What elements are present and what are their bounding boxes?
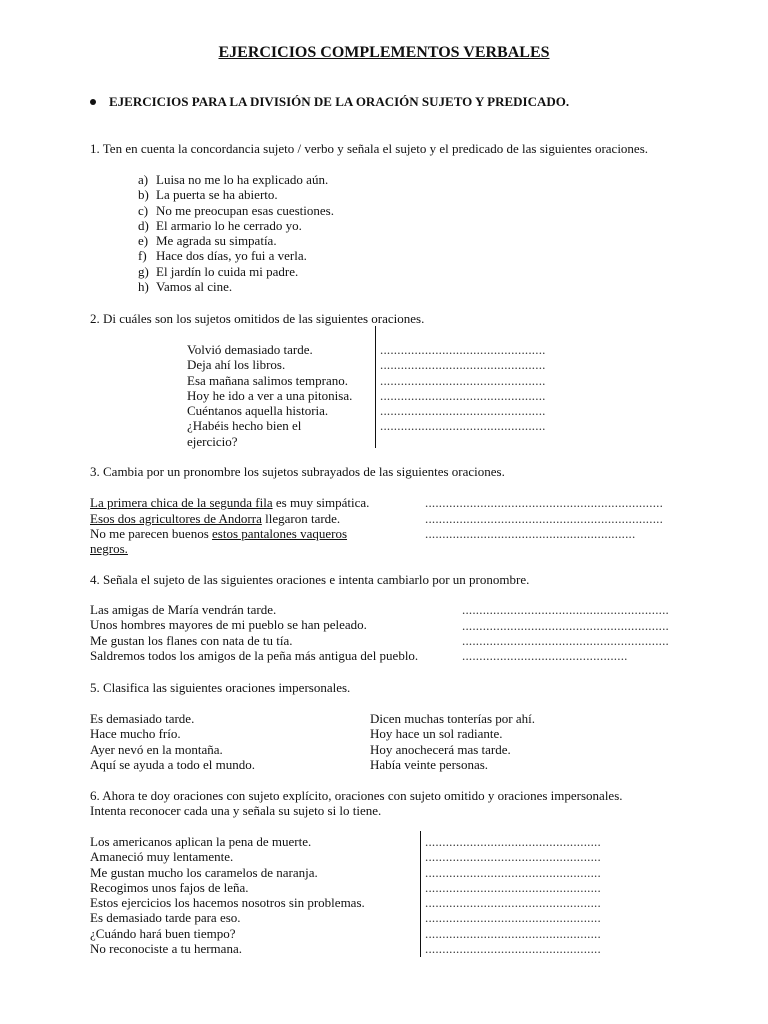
list-item: ¿Habéis hecho bien el [187, 418, 302, 434]
answer-blank[interactable]: ............................................................ [462, 633, 669, 648]
list-item: No reconociste a tu hermana. [90, 941, 242, 957]
sentence: Esos dos agricultores de Andorra llegaron tarde. [90, 511, 341, 526]
underlined-subject: Esos dos agricultores de Andorra [90, 511, 262, 526]
question-5-right-list [370, 711, 535, 772]
list-item: Deja ahí los libros. [187, 357, 286, 373]
list-item: Hoy hace un sol radiante. [370, 726, 503, 742]
list-item: Hoy he ido a ver a una pitonisa. [187, 387, 353, 403]
list-item: Volvió demasiado tarde. [187, 342, 313, 357]
answer-blank[interactable]: ..................................................................... [425, 511, 664, 526]
list-item: Los americanos aplican la pena de muerte. [90, 834, 312, 849]
section-heading [90, 94, 569, 109]
question-3: 3. Cambia por un pronombre los sujetos subrayados de las siguientes oraciones. [90, 464, 505, 479]
question-2: 2. Di cuáles son los sujetos omitidos de las siguientes oraciones. [90, 311, 425, 326]
answer-blank[interactable]: ................................................... [425, 910, 601, 926]
question-4: 4. Señala el sujeto de las siguientes oraciones e intenta cambiarlo por un pronombre. [90, 572, 530, 587]
list-item: c) No me preocupan esas cuestiones. [138, 202, 334, 218]
answer-blanks[interactable] [380, 342, 546, 434]
list-item: Dicen muchas tonterías por ahí. [370, 711, 535, 726]
answer-blank[interactable]: ................................................... [425, 834, 601, 849]
list-item: Saldremos todos los amigos de la peña más antigua del pueblo. [90, 647, 419, 663]
answer-blank[interactable]: ..................................................................... [425, 495, 664, 510]
question-4-list [90, 602, 418, 663]
question-1: 1. Ten en cuenta la concordancia sujeto / verbo y señala el sujeto y el predicado de las siguientes oraciones. [90, 141, 649, 156]
answer-blank[interactable]: ................................................... [425, 895, 601, 911]
question-1-list [138, 172, 334, 294]
section-heading-text: EJERCICIOS PARA LA DIVISIÓN DE LA ORACIÓN SUJETO Y PREDICADO. [109, 94, 570, 109]
divider-line [375, 326, 376, 448]
sentence: La primera chica de la segunda fila es muy simpática. [90, 495, 370, 510]
list-item: d) El armario lo he cerrado yo. [138, 217, 302, 233]
list-item: Es demasiado tarde para eso. [90, 910, 241, 926]
list-item: f) Hace dos días, yo fui a verla. [138, 248, 307, 264]
bullet-icon [90, 99, 96, 105]
list-item: a) Luisa no me lo ha explicado aún. [138, 172, 329, 187]
list-item: Ayer nevó en la montaña. [90, 741, 223, 757]
question-6: 6. Ahora te doy oraciones con sujeto explícito, oraciones con sujeto omitido y oraciones impersonales. [90, 788, 623, 803]
list-item: Hace mucho frío. [90, 726, 181, 742]
answer-blank[interactable]: ................................................... [425, 925, 601, 941]
question-2-list [187, 342, 352, 449]
answer-blank[interactable]: ................................................... [425, 879, 601, 895]
answer-blank[interactable]: ................................................ [380, 357, 546, 373]
list-item: Unos hombres mayores de mi pueblo se han peleado. [90, 617, 367, 633]
list-item: Estos ejercicios los hacemos nosotros sin problemas. [90, 895, 365, 911]
list-item: b) La puerta se ha abierto. [138, 187, 278, 203]
question-5-left-list [90, 711, 255, 772]
list-item: Cuéntanos aquella historia. [187, 403, 329, 419]
answer-blank[interactable]: ............................................................ [462, 602, 669, 617]
answer-blank[interactable]: ................................................... [425, 864, 601, 880]
question-6-instruction: Intenta reconocer cada una y señala su sujeto si lo tiene. [90, 803, 382, 818]
list-item: Me gustan mucho los caramelos de naranja. [90, 864, 318, 880]
question-5: 5. Clasifica las siguientes oraciones impersonales. [90, 680, 351, 695]
answer-blanks[interactable] [425, 834, 601, 956]
sentence: No me parecen buenos estos pantalones vaqueros [90, 526, 348, 541]
question-6-list [90, 834, 365, 956]
underlined-subject: negros. [90, 541, 128, 556]
list-item: h) Vamos al cine. [138, 279, 233, 295]
list-item: ¿Cuándo hará buen tiempo? [90, 925, 236, 941]
list-item: Hoy anochecerá mas tarde. [370, 741, 511, 757]
answer-blank[interactable]: ................................................... [425, 941, 601, 957]
answer-blank[interactable]: ................................................ [462, 648, 628, 663]
list-item: Las amigas de María vendrán tarde. [90, 602, 277, 617]
list-item: Amaneció muy lentamente. [90, 849, 234, 865]
list-item: Me gustan los flanes con nata de tu tía. [90, 632, 293, 648]
list-item: Aquí se ayuda a todo el mundo. [90, 756, 255, 772]
answer-blank[interactable]: ................................................ [380, 418, 546, 434]
answer-blank[interactable]: ................................................ [380, 387, 546, 403]
answer-blank[interactable]: ................................................ [380, 372, 546, 388]
answer-blank[interactable]: ................................................ [380, 342, 546, 357]
divider-line [420, 831, 421, 957]
answer-blank[interactable]: ............................................................. [425, 526, 636, 541]
underlined-subject: estos pantalones vaqueros [212, 526, 348, 541]
list-item: Esa mañana salimos temprano. [187, 372, 349, 388]
answer-blank[interactable]: ................................................ [380, 403, 546, 419]
list-item: Es demasiado tarde. [90, 711, 195, 726]
list-item: e) Me agrada su simpatía. [138, 233, 277, 249]
answer-blank[interactable]: ............................................................ [462, 618, 669, 633]
list-item: g) El jardín lo cuida mi padre. [138, 263, 299, 279]
list-item: Había veinte personas. [370, 756, 489, 772]
list-item: Recogimos unos fajos de leña. [90, 879, 249, 895]
answer-blank[interactable]: ................................................... [425, 849, 601, 865]
underlined-subject: La primera chica de la segunda fila [90, 495, 273, 510]
list-item: ejercicio? [187, 433, 238, 449]
page-title: EJERCICIOS COMPLEMENTOS VERBALES [218, 44, 550, 61]
